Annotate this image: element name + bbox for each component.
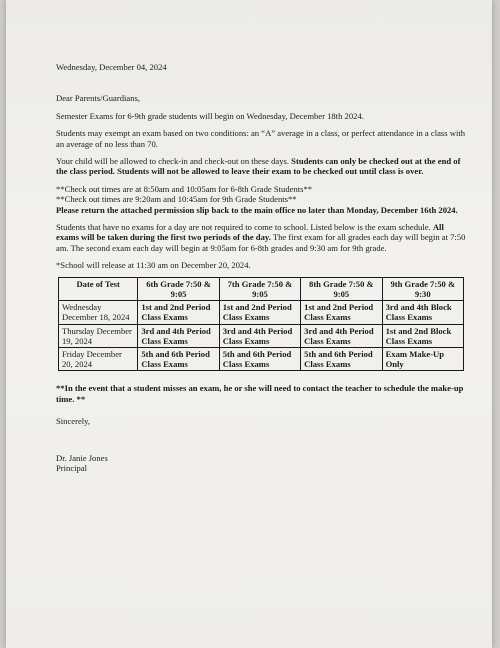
checkin-paragraph xyxy=(56,156,466,177)
table-cell: 1st and 2nd Period Class Exams xyxy=(138,301,219,324)
makeup-note: **In the event that a student misses an exam, he or she will need to contact the teacher to schedule the make-up time. ** xyxy=(56,383,464,404)
checkout-times-6-8: **Check out times are at 8:50am and 10:05am for 6-8th Grade Students** xyxy=(56,183,313,194)
checkin-plain-text: Your child will be allowed to check-in and check-out on these days. xyxy=(56,156,290,167)
table-header-row xyxy=(59,277,464,300)
table-cell: Exam Make-Up Only xyxy=(382,347,463,370)
table-cell: 5th and 6th Period Class Exams xyxy=(301,347,382,370)
table-row xyxy=(59,324,464,347)
table-cell: 3rd and 4th Period Class Exams xyxy=(219,324,300,347)
table-cell: 3rd and 4th Period Class Exams xyxy=(138,324,219,347)
exempt-paragraph: Students may exempt an exam based on two conditions: an “A” average in a class, or perfect attendance in a class with an average of no less than 70. xyxy=(56,128,466,149)
noexam-bold-text: All exams will be taken during the first two periods of the day. xyxy=(56,222,444,243)
permission-paragraph xyxy=(56,205,466,215)
table-cell: 3rd and 4th Block Class Exams xyxy=(382,301,463,324)
noexam-paragraph xyxy=(56,222,466,253)
header-date: Date of Test xyxy=(59,277,138,300)
checkin-bold-text: Students can only be checked out at the end of the class period. Students will not be allowed to leave their exam to be checked out until class is over. xyxy=(56,156,461,177)
header-grade-7: 7th Grade 7:50 & 9:05 xyxy=(219,277,300,300)
table-cell: 3rd and 4th Period Class Exams xyxy=(301,324,382,347)
letter-body xyxy=(56,62,466,473)
header-grade-8: 8th Grade 7:50 & 9:05 xyxy=(301,277,382,300)
noexam-tail-text: The first exam for all grades each day will begin at 7:50 am. The second exam each day will begin at 9:05am for 6-8th grades and 9:30 am for 9th grade. xyxy=(56,232,466,253)
table-cell: 5th and 6th Period Class Exams xyxy=(219,347,300,370)
table-cell: 1st and 2nd Block Class Exams xyxy=(382,324,463,347)
table-cell: 5th and 6th Period Class Exams xyxy=(138,347,219,370)
signer-title: Principal xyxy=(56,462,88,473)
greeting: Dear Parents/Guardians, xyxy=(56,93,140,104)
header-grade-9: 9th Grade 7:50 & 9:30 xyxy=(382,277,463,300)
permission-text: Please return the attached permission slip back to the main office no later than Monday, December 16th 2024. xyxy=(56,204,458,215)
header-grade-6: 6th Grade 7:50 & 9:05 xyxy=(138,277,219,300)
signer-name: Dr. Janie Jones xyxy=(56,452,108,463)
letter-page xyxy=(6,0,492,648)
closing: Sincerely, xyxy=(56,416,91,427)
intro-paragraph: Semester Exams for 6-9th grade students will begin on Wednesday, December 18th 2024. xyxy=(56,110,364,121)
table-cell-date: Wednesday December 18, 2024 xyxy=(59,301,138,324)
table-cell-date: Thursday December 19, 2024 xyxy=(59,324,138,347)
release-notice: *School will release at 11:30 am on December 20, 2024. xyxy=(56,260,251,271)
checkout-times-9: **Check out times are 9:20am and 10:45am for 9th Grade Students** xyxy=(56,194,297,205)
table-cell: 1st and 2nd Period Class Exams xyxy=(301,301,382,324)
exam-schedule-table xyxy=(58,277,464,372)
letter-date: Wednesday, December 04, 2024 xyxy=(56,62,167,72)
table-row xyxy=(59,301,464,324)
table-cell-date: Friday December 20, 2024 xyxy=(59,347,138,370)
noexam-plain-text: Students that have no exams for a day are not required to come to school. Listed below is the exam schedule. xyxy=(56,222,431,233)
table-cell: 1st and 2nd Period Class Exams xyxy=(219,301,300,324)
table-row xyxy=(59,347,464,370)
